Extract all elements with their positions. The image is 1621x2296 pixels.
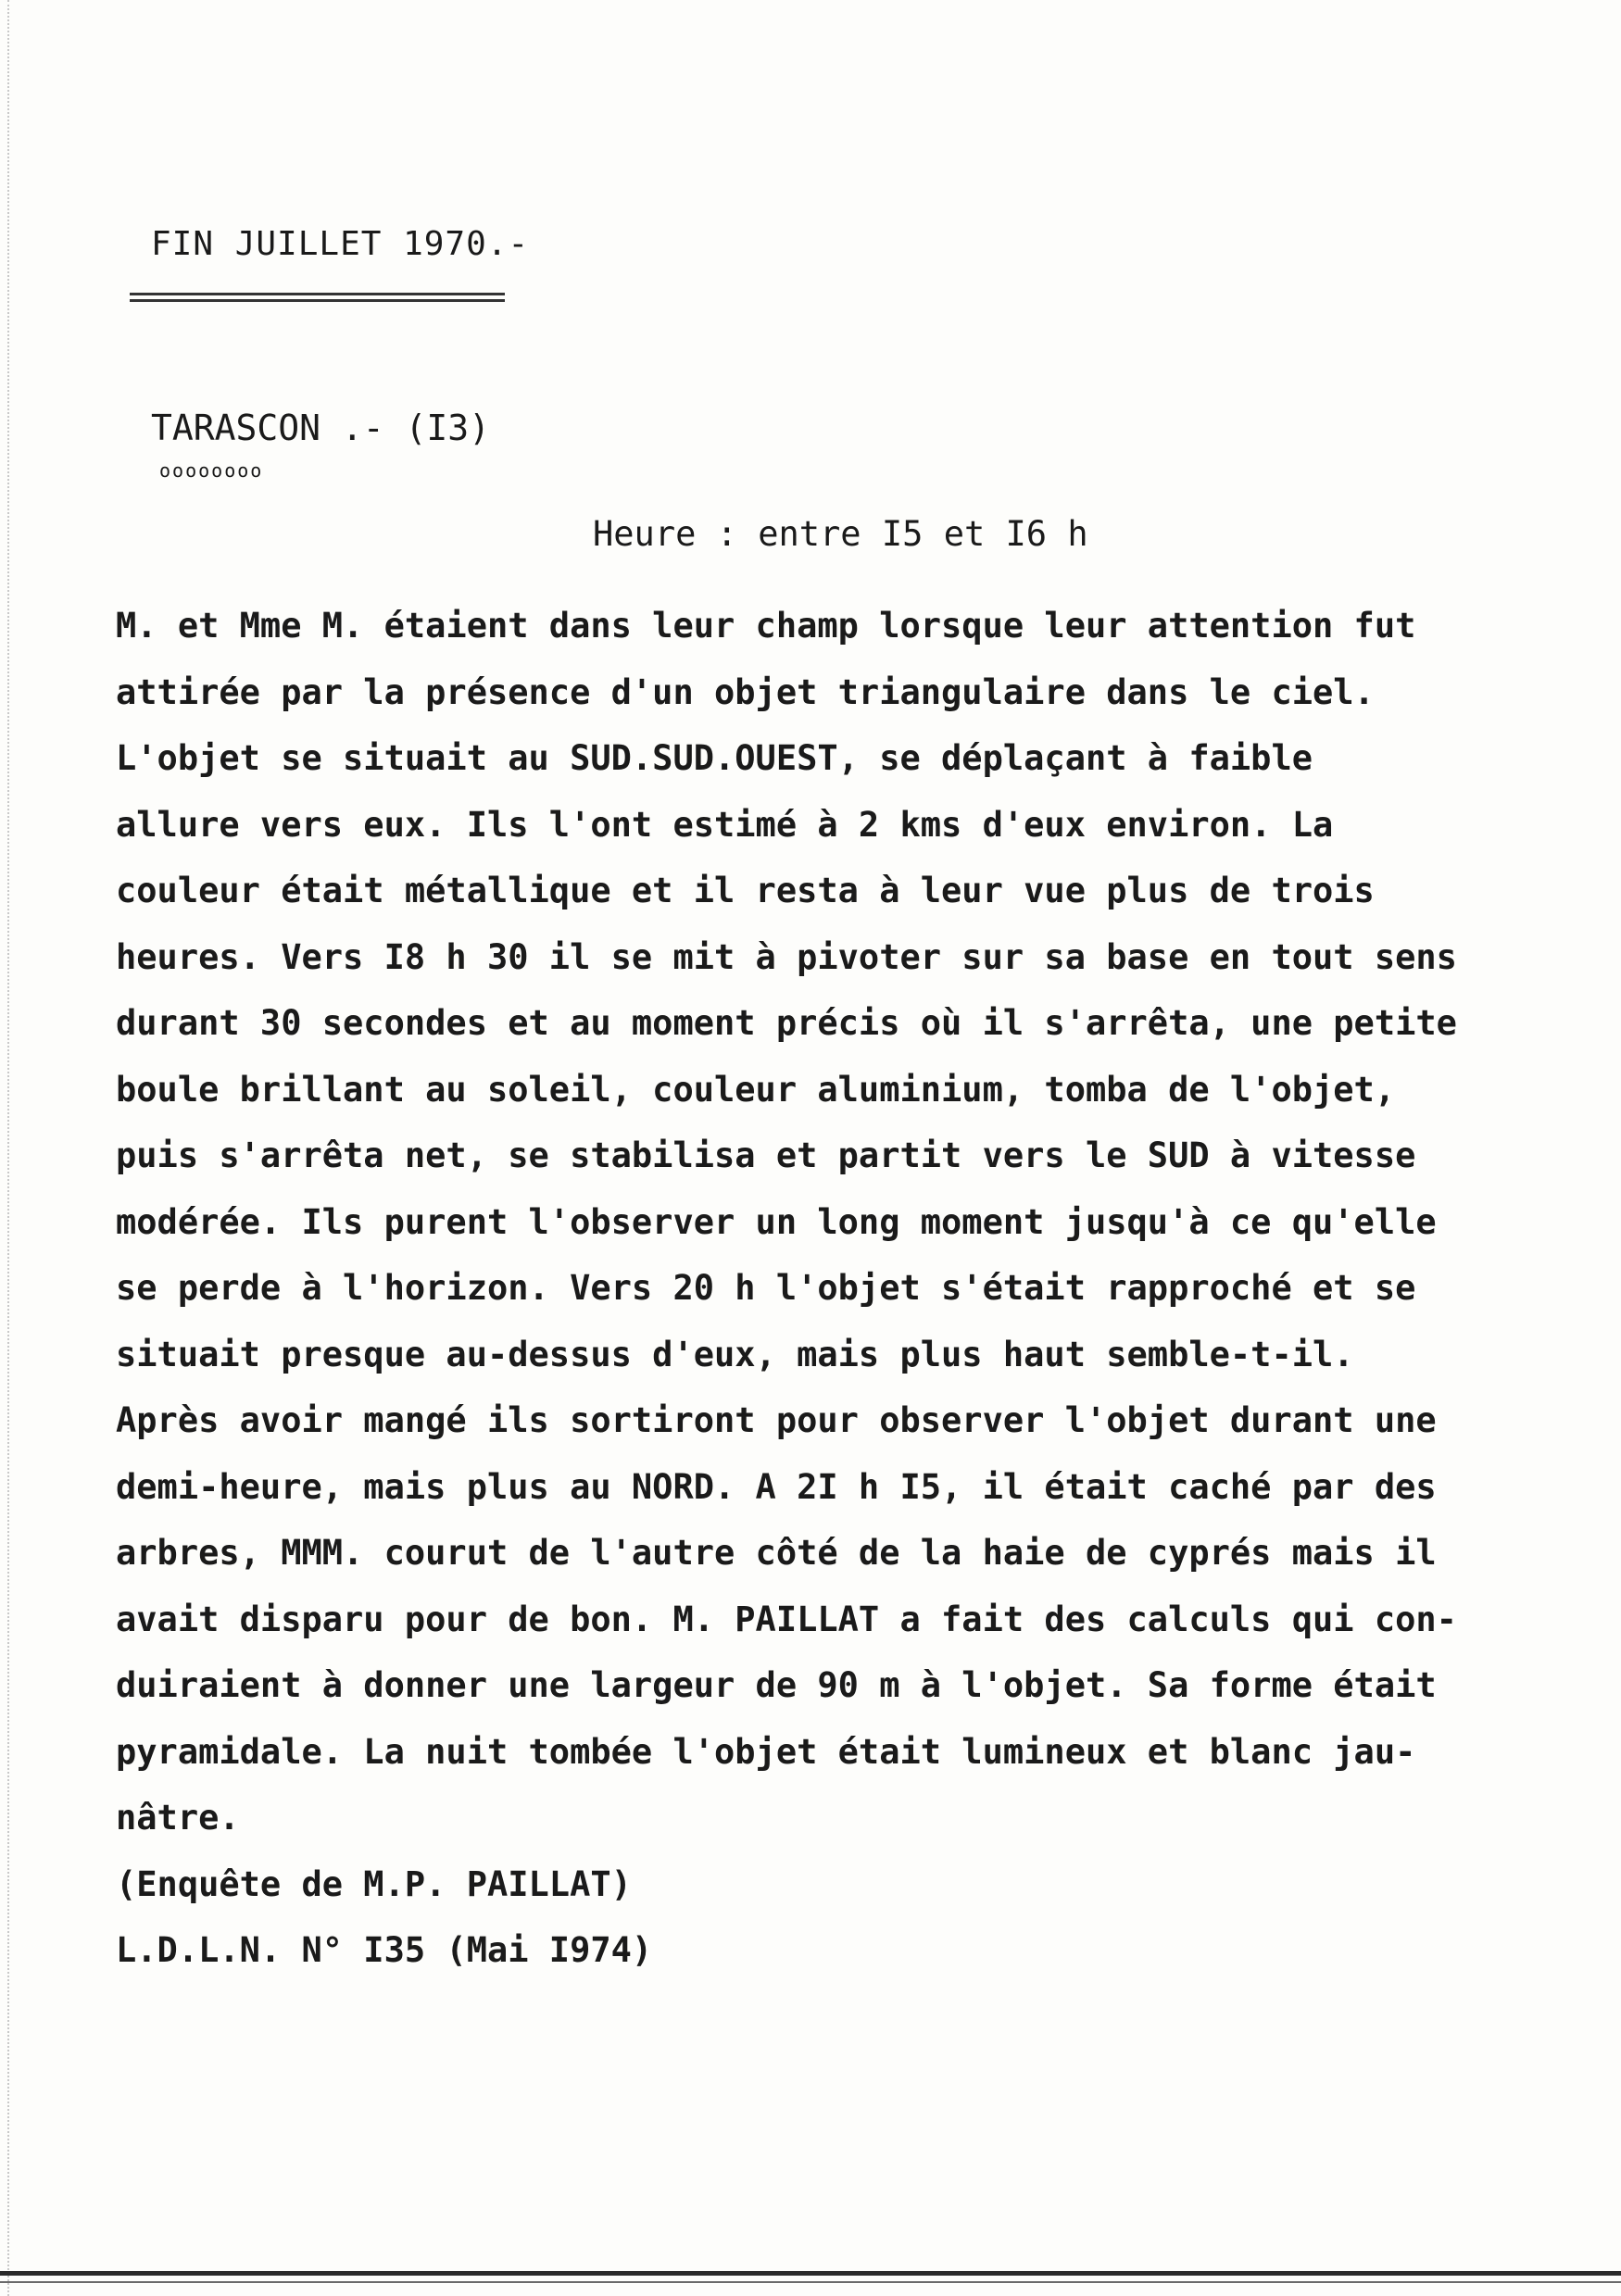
body-line: se perde à l'horizon. Vers 20 h l'objet s'était rapproché et se — [116, 1268, 1416, 1308]
report-date: FIN JUILLET 1970.- — [151, 225, 530, 263]
date-underline — [130, 293, 505, 302]
body-line: heures. Vers I8 h 30 il se mit à pivoter sur sa base en tout sens — [116, 936, 1457, 977]
body-line: duiraient à donner une largeur de 90 m à l'objet. Sa forme était — [116, 1665, 1437, 1705]
body-line: boule brillant au soleil, couleur aluminium, tomba de l'objet, — [116, 1069, 1396, 1110]
source-investigation: (Enquête de M.P. PAILLAT) — [116, 1863, 632, 1904]
body-line: avait disparu pour de bon. M. PAILLAT a fait des calculs qui con- — [116, 1599, 1457, 1639]
bottom-border-thin — [0, 2281, 1621, 2283]
location-underline: oooooooo — [159, 459, 264, 482]
body-line: allure vers eux. Ils l'ont estimé à 2 kms d'eux environ. La — [116, 804, 1334, 845]
body-line: M. et Mme M. étaient dans leur champ lorsque leur attention fut — [116, 606, 1416, 646]
body-line: L'objet se situait au SUD.SUD.OUEST, se déplaçant à faible — [116, 738, 1313, 778]
body-line: demi-heure, mais plus au NORD. A 2I h I5, il était caché par des — [116, 1466, 1437, 1507]
body-line: nâtre. — [116, 1798, 240, 1838]
body-line: situait presque au-dessus d'eux, mais plus haut semble-t-il. — [116, 1334, 1354, 1374]
body-line: Après avoir mangé ils sortiront pour observer l'objet durant une — [116, 1400, 1437, 1440]
source-reference: L.D.L.N. N° I35 (Mai I974) — [116, 1930, 653, 1970]
bottom-border — [0, 2271, 1621, 2276]
body-line: modérée. Ils purent l'observer un long moment jusqu'à ce qu'elle — [116, 1201, 1437, 1242]
body-line: puis s'arrêta net, se stabilisa et partit vers le SUD à vitesse — [116, 1135, 1416, 1175]
report-body — [116, 593, 1561, 1984]
report-hour: Heure : entre I5 et I6 h — [593, 514, 1088, 554]
body-line: couleur était métallique et il resta à leur vue plus de trois — [116, 871, 1375, 910]
body-line: durant 30 secondes et au moment précis où il s'arrêta, une petite — [116, 1003, 1457, 1043]
body-line: attirée par la présence d'un objet triangulaire dans le ciel. — [116, 671, 1375, 712]
body-line: pyramidale. La nuit tombée l'objet était lumineux et blanc jau- — [116, 1731, 1416, 1772]
body-line: arbres, MMM. courut de l'autre côté de la haie de cyprés mais il — [116, 1533, 1437, 1573]
report-location: TARASCON .- (I3) — [151, 408, 491, 448]
page-left-edge — [7, 0, 11, 2296]
